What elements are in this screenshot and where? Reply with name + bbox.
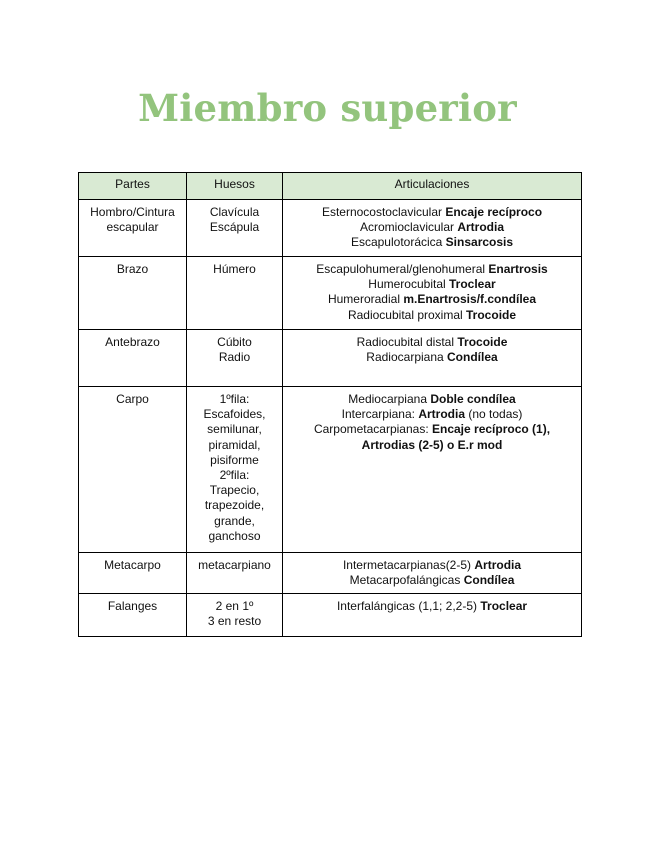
cell-parte	[79, 387, 187, 553]
articulacion-line	[286, 335, 578, 350]
cell-huesos	[187, 330, 283, 387]
header-huesos: Huesos	[187, 173, 283, 200]
table-row	[79, 387, 582, 553]
cell-parte	[79, 553, 187, 594]
articulacion-type: Artrodia	[457, 220, 505, 235]
cell-articulaciones	[283, 330, 582, 387]
hueso-line: piramidal,	[208, 437, 261, 452]
articulacion-type: Artrodias (2-5) o E.r mod	[361, 437, 503, 452]
articulacion-name: Humerocubital	[368, 277, 449, 292]
articulacion-name: Radiocubital distal	[356, 335, 458, 349]
articulacion-name: Metacarpofalángicas	[349, 573, 464, 588]
header-articulaciones: Articulaciones	[283, 173, 582, 200]
articulacion-name: Mediocarpiana	[348, 392, 431, 406]
articulacion-type: Trocoide	[466, 307, 517, 322]
cell-articulaciones	[283, 200, 582, 257]
hueso-line: Húmero	[213, 262, 256, 276]
articulacion-name: Radiocubital proximal	[347, 307, 467, 322]
hueso-line: semilunar,	[207, 422, 262, 437]
articulacion-type: Condílea	[463, 573, 515, 588]
articulacion-name: Intercarpiana:	[341, 407, 419, 422]
header-partes: Partes	[79, 173, 187, 200]
articulacion-name: Radiocarpiana	[366, 350, 448, 365]
articulacion-line	[286, 407, 578, 422]
articulacion-name: Carpometacarpianas:	[313, 422, 432, 437]
articulacion-line	[286, 438, 578, 453]
articulacion-line	[286, 220, 578, 235]
parte-line: Brazo	[116, 262, 149, 276]
articulacion-note: (no todas)	[465, 407, 523, 422]
parte-line: Metacarpo	[104, 558, 161, 572]
parte-line: Falanges	[107, 599, 158, 613]
table-row	[79, 200, 582, 257]
articulacion-line	[286, 422, 578, 437]
hueso-line: Trapecio,	[209, 483, 260, 498]
cell-articulaciones	[283, 553, 582, 594]
hueso-line: Radio	[218, 350, 251, 365]
parte-line: Hombro/Cintura	[90, 205, 175, 219]
articulacion-line	[286, 235, 578, 250]
articulacion-type: Troclear	[480, 599, 528, 613]
parte-line: Antebrazo	[105, 335, 160, 349]
articulacion-type: Artrodia	[418, 407, 465, 422]
articulacion-type: Trocoide	[457, 335, 508, 349]
articulacion-line	[286, 599, 578, 614]
hueso-line: 1ºfila:	[219, 392, 250, 406]
articulacion-name: Escapulotorácica	[350, 235, 446, 250]
articulacion-line	[286, 573, 578, 588]
bones-table	[78, 172, 582, 637]
hueso-line: 2ºfila:	[219, 468, 250, 483]
articulacion-type: Condílea	[447, 350, 498, 365]
articulacion-name: Humeroradial	[327, 292, 404, 307]
articulacion-line	[286, 277, 578, 292]
table-row	[79, 330, 582, 387]
cell-parte	[79, 257, 187, 330]
articulacion-line	[286, 308, 578, 323]
articulacion-name: Acromioclavicular	[359, 220, 458, 235]
articulacion-name: Esternocostoclavicular	[321, 205, 446, 219]
table-row	[79, 257, 582, 330]
cell-parte	[79, 594, 187, 637]
articulacion-type: m.Enartrosis/f.condílea	[403, 292, 537, 307]
cell-articulaciones	[283, 257, 582, 330]
cell-parte	[79, 200, 187, 257]
articulacion-line	[286, 292, 578, 307]
articulacion-type: Encaje recíproco (1),	[432, 422, 551, 437]
hueso-line: ganchoso	[208, 528, 261, 543]
cell-huesos	[187, 200, 283, 257]
articulacion-line	[286, 350, 578, 365]
articulacion-name: Intermetacarpianas(2-5)	[342, 558, 475, 572]
articulacion-name: Escapulohumeral/glenohumeral	[316, 262, 489, 276]
hueso-line: Escápula	[209, 220, 260, 235]
table-header-row	[79, 173, 582, 200]
articulacion-line	[286, 392, 578, 407]
hueso-line: Escafoides,	[203, 407, 266, 422]
hueso-line: metacarpiano	[198, 558, 271, 572]
articulacion-line	[286, 558, 578, 573]
cell-huesos	[187, 594, 283, 637]
parte-line: escapular	[106, 220, 159, 235]
table-row	[79, 553, 582, 594]
articulacion-type: Troclear	[449, 277, 496, 292]
hueso-line: 2 en 1º	[215, 599, 254, 613]
hueso-line: Clavícula	[209, 205, 260, 219]
cell-parte	[79, 330, 187, 387]
articulacion-line	[286, 262, 578, 277]
hueso-line: 3 en resto	[207, 614, 262, 629]
page-title: Miembro superior	[138, 86, 517, 130]
cell-huesos	[187, 387, 283, 553]
hueso-line: trapezoide,	[204, 498, 265, 513]
hueso-line: grande,	[214, 513, 255, 528]
hueso-line: pisiforme	[210, 452, 259, 467]
articulacion-type: Doble condílea	[430, 392, 516, 406]
cell-articulaciones	[283, 594, 582, 637]
articulacion-name: Interfalángicas (1,1; 2,2-5)	[336, 599, 481, 613]
articulacion-type: Artrodia	[474, 558, 522, 572]
articulacion-type: Enartrosis	[488, 262, 548, 276]
articulacion-line	[286, 205, 578, 220]
parte-line: Carpo	[116, 392, 149, 406]
hueso-line: Cúbito	[217, 335, 252, 349]
cell-huesos	[187, 257, 283, 330]
cell-huesos	[187, 553, 283, 594]
table-row	[79, 594, 582, 637]
cell-articulaciones	[283, 387, 582, 553]
articulacion-type: Sinsarcosis	[445, 235, 514, 250]
articulacion-type: Encaje recíproco	[445, 205, 543, 219]
